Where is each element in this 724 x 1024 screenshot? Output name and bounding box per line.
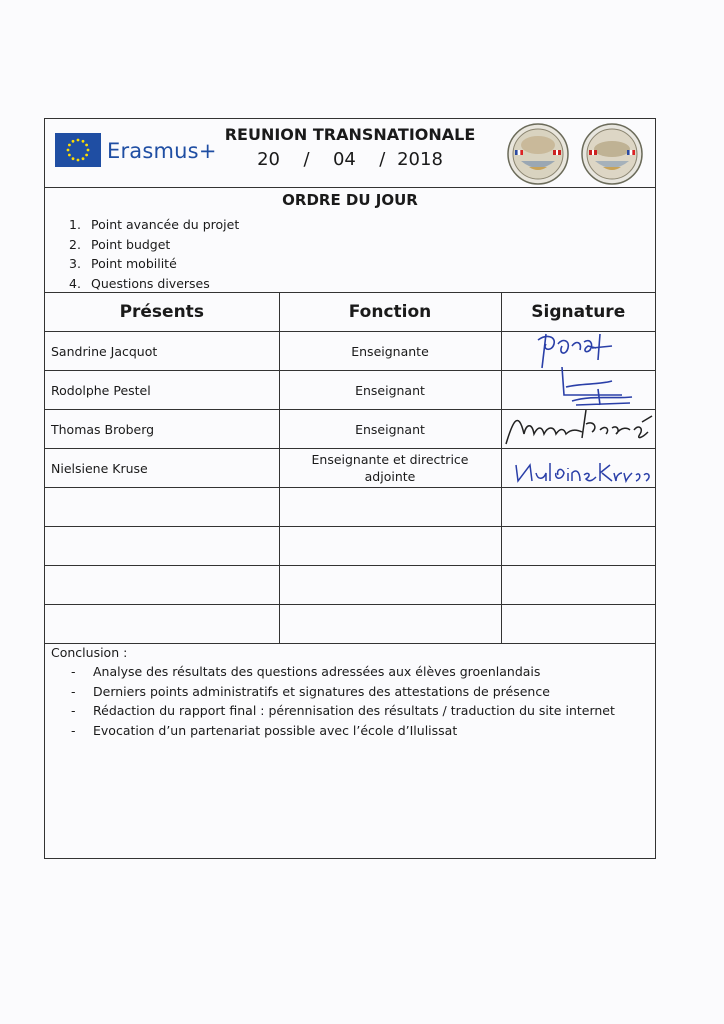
conclusion-item: - Rédaction du rapport final : pérennisation des résultats / traduction du site internet <box>71 703 615 718</box>
eu-flag-icon <box>55 133 101 167</box>
attendee-function-line: Enseignante et directrice <box>311 452 469 467</box>
project-seal-icon <box>581 123 643 185</box>
table-row-empty <box>45 566 655 605</box>
column-header-presents: Présents <box>45 293 279 332</box>
conclusion-item: - Derniers points administratifs et signatures des attestations de présence <box>71 683 550 699</box>
meeting-title: REUNION TRANSNATIONALE <box>224 125 476 144</box>
attendance-table <box>45 292 655 644</box>
attendee-function: Enseignant <box>279 371 501 410</box>
attendee-function: Enseignant <box>279 410 501 449</box>
signature-cell <box>501 449 655 488</box>
project-seal-icon <box>507 123 569 185</box>
erasmus-logo <box>55 133 215 173</box>
attendee-name: Thomas Broberg <box>45 410 279 449</box>
table-row-empty <box>45 488 655 527</box>
agenda-item: 4. Questions diverses <box>69 275 210 291</box>
attendee-name: Rodolphe Pestel <box>45 371 279 410</box>
attendee-function-line: adjointe <box>364 469 416 484</box>
attendee-name: Sandrine Jacquot <box>45 332 279 371</box>
agenda-item: 3. Point mobilité <box>69 256 177 271</box>
erasmus-logo-text: Erasmus+ <box>107 139 217 163</box>
conclusion-item: - Evocation d’un partenariat possible avec l’école d’Ilulissat <box>71 722 458 738</box>
column-header-fonction: Fonction <box>279 293 501 332</box>
conclusion-label: Conclusion : <box>51 645 128 660</box>
column-header-signature: Signature <box>501 293 655 332</box>
conclusion-section <box>51 645 651 740</box>
attendee-function: Enseignante <box>279 332 501 371</box>
agenda-item: 2. Point budget <box>69 236 171 252</box>
agenda-list <box>69 215 239 293</box>
attendee-name: Nielsiene Kruse <box>45 449 279 488</box>
meeting-form <box>44 118 656 859</box>
attendee-function <box>279 449 501 488</box>
agenda-title: ORDRE DU JOUR <box>282 191 418 209</box>
form-header <box>45 119 655 188</box>
table-row-empty <box>45 527 655 566</box>
table-row-empty <box>45 605 655 644</box>
table-row <box>45 449 655 488</box>
handwritten-signature <box>502 443 656 493</box>
conclusion-list <box>51 662 651 740</box>
agenda-item: 1. Point avancée du projet <box>69 217 240 232</box>
conclusion-item: - Analyse des résultats des questions adressées aux élèves groenlandais <box>71 664 541 679</box>
meeting-date: 20 / 04 / 2018 <box>257 149 443 170</box>
